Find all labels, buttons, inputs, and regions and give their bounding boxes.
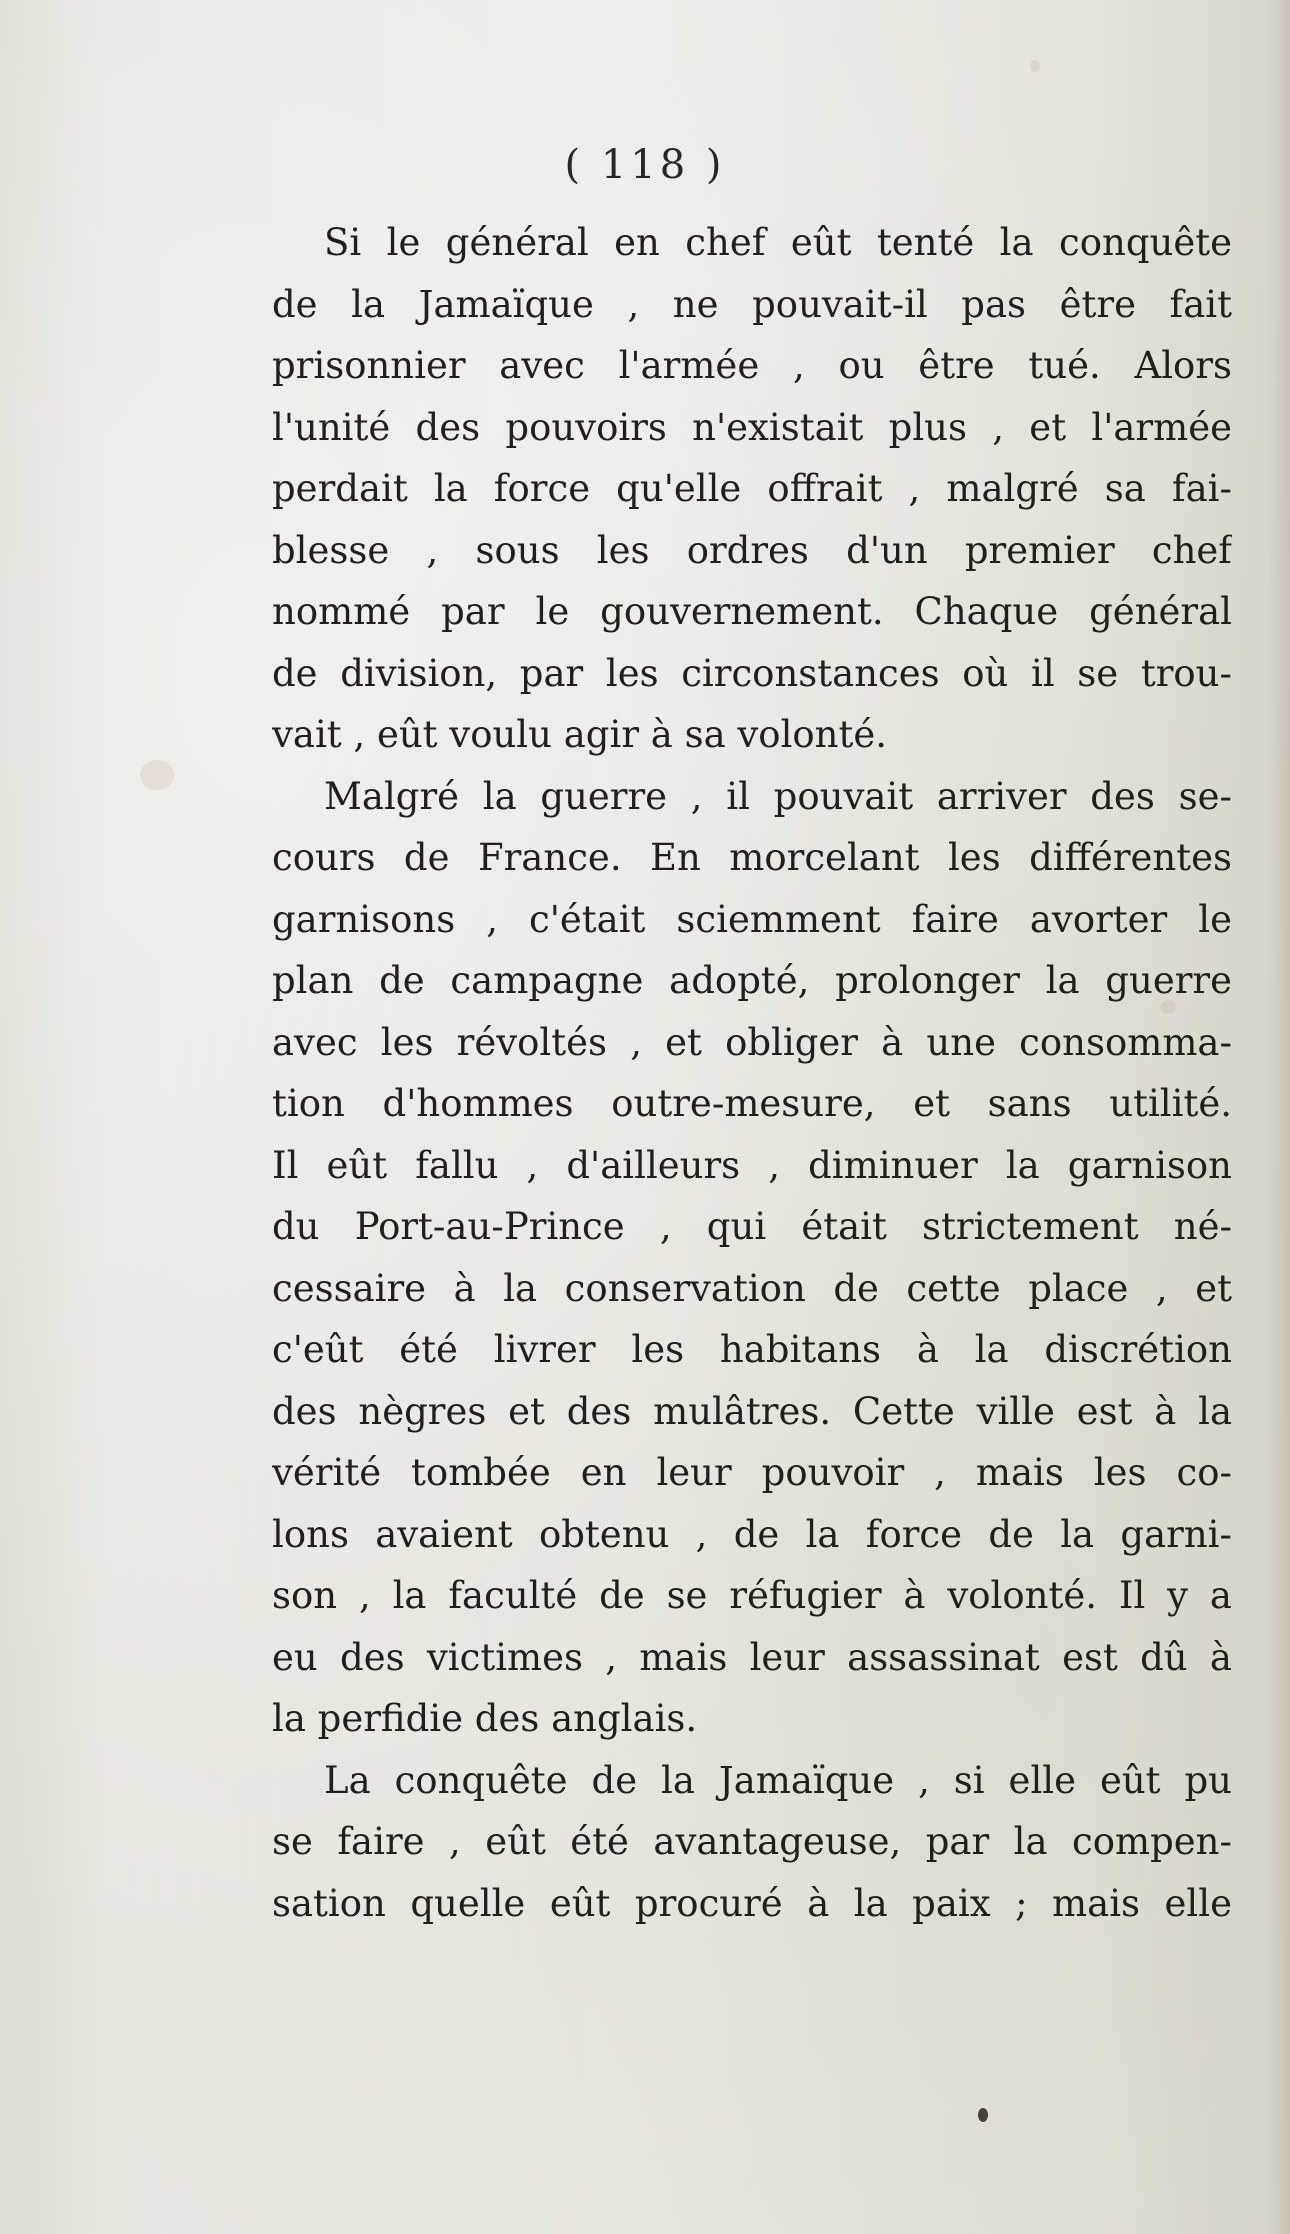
text-line: garnisons , c'était sciemment faire avorter le (272, 897, 1232, 941)
text-line: plan de campagne adopté, prolonger la guerre (272, 959, 1232, 1002)
text-line: Il eût fallu , d'ailleurs , diminuer la garnison (272, 1143, 1232, 1187)
text-line: tion d'hommes outre-mesure, et sans utilité. (272, 1082, 1232, 1125)
text-line: nommé par le gouvernement. Chaque général (272, 590, 1232, 633)
text-line: sation quelle eût procuré à la paix ; mais elle (272, 1881, 1232, 1925)
text-line: blesse , sous les ordres d'un premier chef (272, 528, 1232, 572)
text-line: eu des victimes , mais leur assassinat est dû à (272, 1635, 1232, 1679)
text-line: se faire , eût été avantageuse, par la compen- (272, 1820, 1232, 1863)
text-line: cours de France. En morcelant les différentes (272, 836, 1232, 879)
text-line: La conquête de la Jamaïque , si elle eût pu (324, 1758, 1232, 1802)
text-line: vérité tombée en leur pouvoir , mais les co- (272, 1451, 1232, 1494)
text-line: perdait la force qu'elle offrait , malgré sa fai- (272, 467, 1232, 510)
ink-speck (978, 2108, 988, 2122)
text-line: de division, par les circonstances où il se trou- (272, 651, 1232, 695)
page-spine-shadow (1268, 0, 1290, 2234)
text-line: la perfidie des anglais. (272, 1697, 698, 1740)
paper-stain (140, 760, 174, 790)
text-line: avec les révoltés , et obliger à une consomma- (272, 1020, 1232, 1064)
text-line: lons avaient obtenu , de la force de la garni- (272, 1512, 1232, 1556)
page-number: ( 118 ) (564, 142, 726, 188)
text-line: l'unité des pouvoirs n'existait plus , et l'armée (272, 405, 1232, 449)
text-line: c'eût été livrer les habitans à la discrétion (272, 1328, 1232, 1371)
text-line: des nègres et des mulâtres. Cette ville est à la (272, 1389, 1232, 1433)
text-line: prisonnier avec l'armée , ou être tué. Alors (272, 344, 1232, 387)
paper-stain (1030, 60, 1040, 72)
text-line: son , la faculté de se réfugier à volonté. Il y a (272, 1574, 1232, 1617)
body-text (272, 212, 1232, 1934)
text-line: Si le général en chef eût tenté la conquête (324, 221, 1232, 264)
text-line: de la Jamaïque , ne pouvait-il pas être fait (272, 282, 1232, 326)
text-line: vait , eût voulu agir à sa volonté. (272, 713, 888, 756)
text-line: Malgré la guerre , il pouvait arriver des se- (324, 774, 1232, 818)
text-line: cessaire à la conservation de cette place , et (272, 1266, 1232, 1310)
text-line: du Port-au-Prince , qui était strictement né- (272, 1205, 1232, 1248)
